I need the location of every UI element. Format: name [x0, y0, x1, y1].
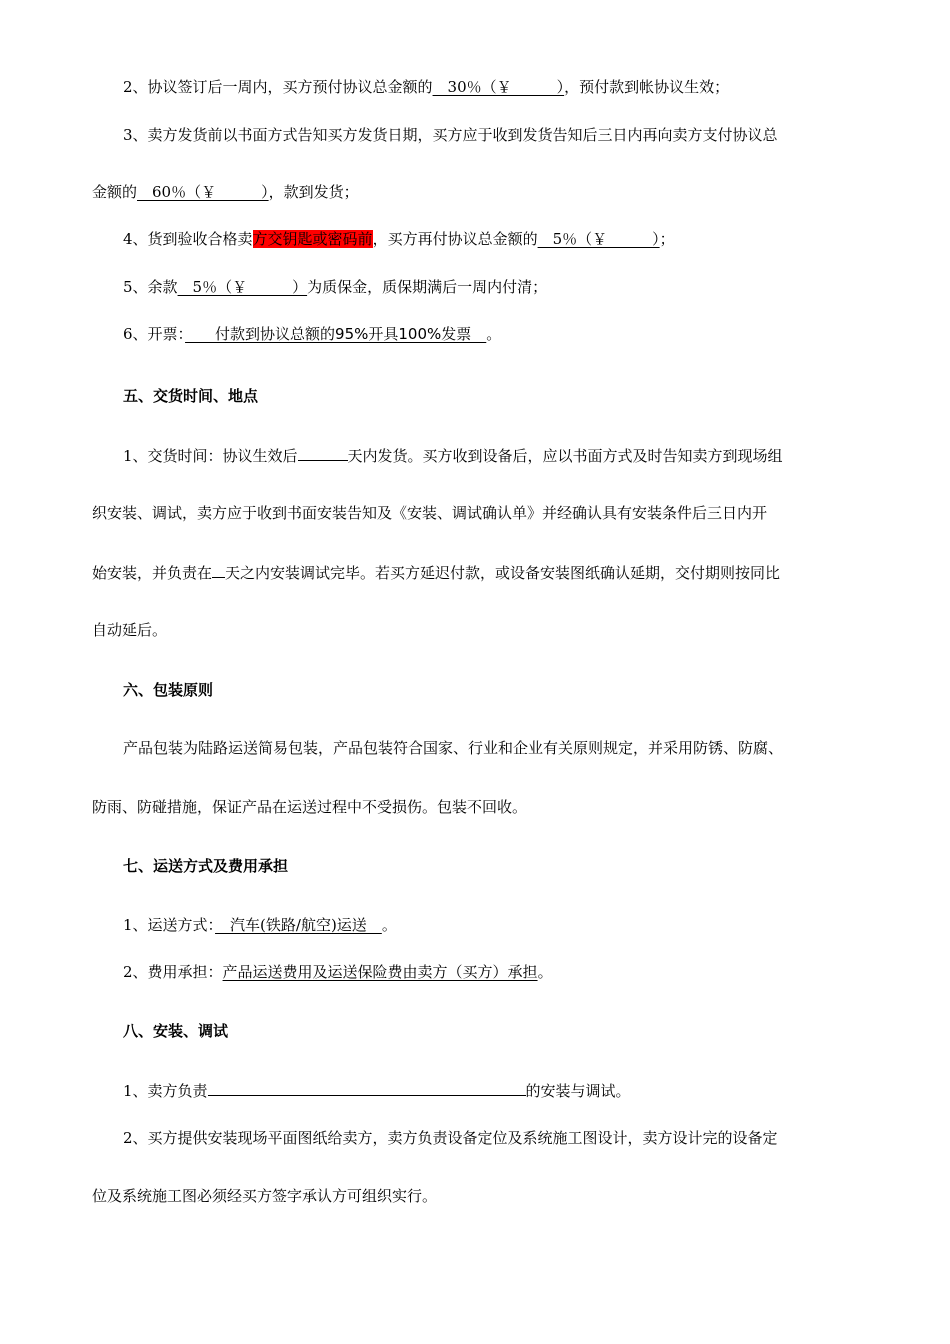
- payment-item-5-suffix: 为质保金，质保期满后一周内付清；: [307, 278, 548, 296]
- payment-item-5: [123, 277, 547, 297]
- payment-item-6: [123, 324, 501, 344]
- section-7-item-2: [123, 962, 553, 982]
- section-8-item-1-suffix: 的安装与调试。: [525, 1082, 631, 1100]
- payment-item-3-suffix: ，款到发货；: [268, 183, 359, 201]
- section-7-item-2-suffix: 。: [537, 963, 553, 981]
- section-8-title: 八、安装、调试: [123, 1022, 229, 1040]
- transport-method-value: 汽车(铁路/航空)运送: [215, 916, 382, 934]
- highlighted-text: 方交钥匙或密码前: [252, 230, 373, 248]
- payment-item-3-text: 3、卖方发货前以书面方式告知买方发货日期，买方应于收到发货告知后三日内再向卖方支付协议总: [123, 126, 778, 144]
- section-5-line-1: [123, 445, 783, 466]
- section-5-line-4: 自动延后。: [92, 621, 168, 639]
- section-5-line-3-suffix: 天之内安装调试完毕。若买方延迟付款，或设备安装图纸确认延期，交付期则按同比: [225, 564, 781, 582]
- payment-item-5-amount: 5％（￥ ）: [177, 278, 308, 296]
- section-5-title: 五、交货时间、地点: [123, 387, 259, 405]
- payment-item-2-amount: 30％（￥ ）: [432, 78, 565, 96]
- section-5-line-1-prefix: 1、交货时间：协议生效后: [123, 447, 298, 465]
- section-8-item-2-line-2: 位及系统施工图必须经买方签字承认方可组织实行。: [92, 1187, 438, 1205]
- section-7-item-1-suffix: 。: [381, 916, 397, 934]
- payment-item-4-text: 4、货到验收合格卖: [123, 230, 253, 248]
- section-8-item-2-line-1: 2、买方提供安装现场平面图纸给卖方，卖方负责设备定位及系统施工图设计，卖方设计完的设备定: [123, 1129, 778, 1147]
- payment-item-3-line-2: [92, 182, 359, 202]
- payment-item-6-text: 6、开票：: [123, 325, 186, 343]
- payment-item-4-amount: 5％（￥ ）: [537, 230, 660, 248]
- payment-item-6-value: 付款到协议总额的95%开具100%发票: [185, 325, 487, 343]
- section-6-line-1: 产品包装为陆路运送简易包装，产品包装符合国家、行业和企业有关原则规定，并采用防锈、防腐、: [123, 739, 784, 757]
- delivery-days-blank: [298, 445, 348, 461]
- payment-item-4-suffix: ；: [659, 230, 675, 248]
- payment-item-3-line-1: [123, 125, 778, 145]
- payment-item-2-suffix: ，预付款到帐协议生效；: [564, 78, 730, 96]
- payment-item-2: [123, 77, 729, 97]
- payment-item-3-amount: 60％（￥ ）: [137, 183, 269, 201]
- payment-item-4-mid: ，买方再付协议总金额的: [372, 230, 538, 248]
- install-days-blank: [212, 562, 225, 578]
- install-scope-blank: [208, 1080, 526, 1096]
- payment-item-5-text: 5、余款: [123, 278, 178, 296]
- section-7-item-1-prefix: 1、运送方式：: [123, 916, 216, 934]
- section-8-item-1: [123, 1080, 631, 1101]
- section-6-line-2: 防雨、防碰措施，保证产品在运送过程中不受损伤。包装不回收。: [92, 798, 528, 816]
- payment-item-4: [123, 229, 675, 249]
- payment-item-2-text: 2、协议签订后一周内，买方预付协议总金额的: [123, 78, 433, 96]
- section-7-title: 七、运送方式及费用承担: [123, 857, 289, 875]
- section-5-line-2: 织安装、调试，卖方应于收到书面安装告知及《安装、调试确认单》并经确认具有安装条件后三日内开: [92, 504, 768, 522]
- cost-bearer-value: 产品运送费用及运送保险费由卖方（买方）承担: [222, 963, 538, 981]
- payment-item-3-prefix: 金额的: [92, 183, 138, 201]
- section-6-title: 六、包装原则: [123, 681, 214, 699]
- section-5-line-3: [92, 562, 780, 583]
- section-8-item-1-prefix: 1、卖方负责: [123, 1082, 208, 1100]
- section-7-item-1: [123, 915, 397, 935]
- section-7-item-2-prefix: 2、费用承担：: [123, 963, 223, 981]
- section-5-line-3-prefix: 始安装，并负责在: [92, 564, 213, 582]
- payment-item-6-suffix: 。: [486, 325, 502, 343]
- section-5-line-1-suffix: 天内发货。买方收到设备后，应以书面方式及时告知卖方到现场组: [347, 447, 783, 465]
